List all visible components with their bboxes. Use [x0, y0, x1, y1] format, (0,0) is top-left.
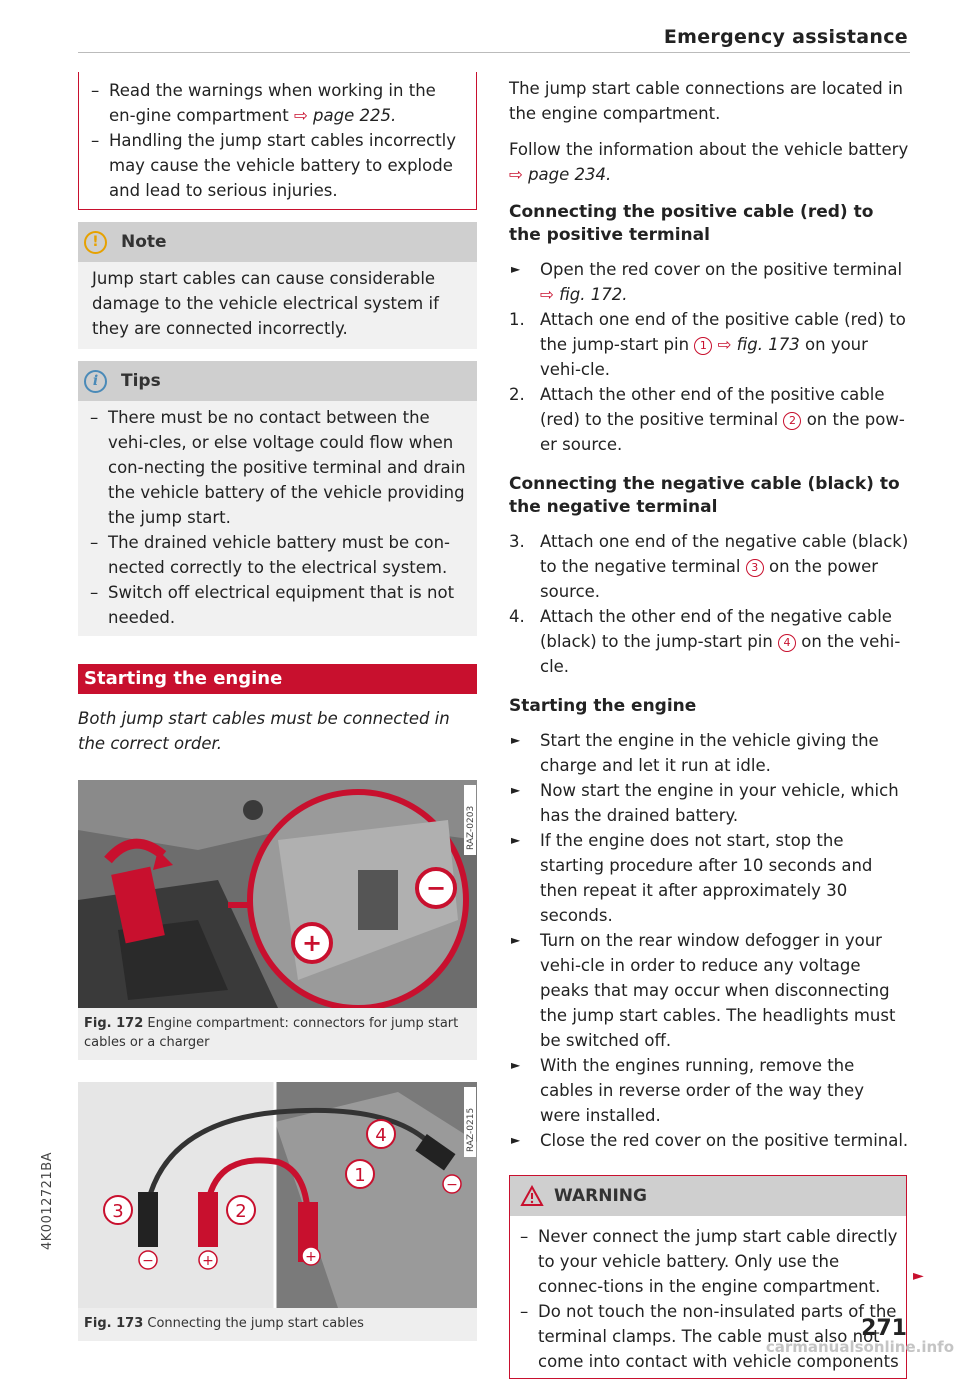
continue-arrow-icon: ► [913, 1268, 924, 1284]
left-column [78, 72, 477, 1341]
figure-172 [78, 780, 477, 1060]
list-item: ► Close the red cover on the positive terminal. [511, 1131, 909, 1150]
minus-label: − [425, 874, 447, 902]
list-item: 3. Attach one end of the negative cable (black) to the negative terminal 3 on the power source. [509, 532, 909, 601]
figure-ref-link[interactable]: fig. 172. [559, 285, 628, 304]
list-item: ► If the engine does not start, stop the starting procedure after 10 seconds and then repeat it after approximately 30 seconds. [511, 831, 873, 925]
tips-box [78, 361, 477, 636]
section-title-bar: Starting the engine [78, 664, 477, 694]
ref-4-label: 4 [375, 1125, 387, 1146]
warning-label: WARNING [554, 1186, 647, 1206]
jump-cables-illustration [78, 1082, 477, 1308]
exclamation-circle-icon: ! [84, 231, 107, 254]
tips-item: – Switch off electrical equipment that is not needed. [90, 583, 455, 627]
warning-item: – Never connect the jump start cable directly to your vehicle battery. Only use the connec-tions in the engine compartment. [520, 1227, 898, 1296]
fig172-code: RAZ-0203 [466, 805, 476, 850]
warning-item: – Do not touch the non-insulated parts of the terminal clamps. The cable must also not come into contact with vehicle components [520, 1302, 899, 1371]
note-label: Note [121, 232, 167, 252]
list-item: 4. Attach the other end of the negative cable (black) to the jump-start pin 4 on the vehi-cle. [509, 607, 901, 676]
list-item: ► Now start the engine in your vehicle, which has the drained battery. [511, 781, 899, 825]
list-item: ► Open the red cover on the positive terminal ⇨ fig. 172. [511, 260, 903, 304]
ref-3-label: 3 [112, 1201, 124, 1222]
info-circle-icon: i [84, 370, 107, 393]
tips-header [78, 361, 477, 401]
ref-1-label: 1 [354, 1165, 366, 1186]
plus-label: + [202, 1253, 214, 1269]
ref-2-label: 2 [235, 1201, 247, 1222]
warning-cont-item: – Handling the jump start cables incorrectly may cause the vehicle battery to explode and lead to serious injuries. [91, 131, 457, 200]
header-title: Emergency assistance [663, 26, 908, 48]
list-item: 2. Attach the other end of the positive cable (red) to the positive terminal 2 on the pow-er source. [509, 385, 905, 454]
list-item: ► With the engines running, remove the cables in reverse order of the way they were installed. [511, 1056, 864, 1125]
minus-label: − [142, 1253, 154, 1269]
watermark: carmanualsonline.info [765, 1338, 954, 1356]
warning-header [510, 1176, 906, 1216]
page-ref-link[interactable]: page 225. [313, 106, 397, 125]
warning-cont-item: – Read the warnings when working in the en-gine compartment ⇨ page 225. [91, 81, 436, 125]
intro-paragraph: The jump start cable connections are located in the engine compartment. [509, 79, 904, 123]
page-number: 271 [861, 1316, 907, 1341]
plus-label: + [301, 929, 323, 957]
plus-label: + [305, 1249, 317, 1265]
tips-item: – The drained vehicle battery must be con-nected correctly to the electrical system. [90, 533, 450, 577]
list-item: 1. Attach one end of the positive cable (red) to the jump-start pin 1 ⇨ fig. 173 on your vehi-cle. [509, 310, 906, 379]
list-item: ► Turn on the rear window defogger in your vehi-cle in order to reduce any voltage peaks that may occur when disconnecting the jump start cables. The headlights must be switched off. [511, 931, 896, 1050]
note-text: Jump start cables can cause considerable damage to the vehicle electrical system if they are connected incorrectly. [92, 269, 439, 338]
callout-4: 4 [778, 634, 796, 652]
page-header [78, 22, 910, 53]
note-box [78, 222, 477, 349]
tips-label: Tips [121, 371, 161, 391]
warning-triangle-icon [520, 1185, 544, 1207]
right-column [509, 72, 909, 1379]
battery-info-paragraph: Follow the information about the vehicle battery ⇨ page 234. [509, 140, 909, 184]
heading-positive: Connecting the positive cable (red) to the positive terminal [509, 202, 874, 245]
fig173-code: RAZ-0215 [466, 1107, 476, 1152]
figure-172-caption: Fig. 172 Engine compartment: connectors for jump start cables or a charger [84, 1016, 459, 1050]
figure-173-caption: Fig. 173 Connecting the jump start cables [84, 1316, 364, 1331]
section-intro: Both jump start cables must be connected in the correct order. [78, 709, 450, 753]
list-item: ► Start the engine in the vehicle giving the charge and let it run at idle. [511, 731, 879, 775]
heading-start: Starting the engine [509, 696, 697, 716]
callout-1: 1 [694, 337, 712, 355]
note-header [78, 222, 477, 262]
warning-continuation-box [78, 72, 477, 210]
callout-3: 3 [746, 559, 764, 577]
figure-173 [78, 1082, 477, 1341]
side-code: 4K0012721BA [40, 1151, 55, 1250]
heading-negative: Connecting the negative cable (black) to the negative terminal [509, 474, 900, 517]
callout-2: 2 [783, 412, 801, 430]
tips-item: – There must be no contact between the vehi-cles, or else voltage could flow when con-necting the positive terminal and drain the vehicle battery of the vehicle providing the jump start. [90, 408, 466, 527]
figure-ref-link[interactable]: fig. 173 [736, 335, 800, 354]
minus-label: − [446, 1177, 458, 1193]
engine-compartment-illustration [78, 780, 477, 1008]
page-ref-link[interactable]: page 234. [528, 165, 612, 184]
